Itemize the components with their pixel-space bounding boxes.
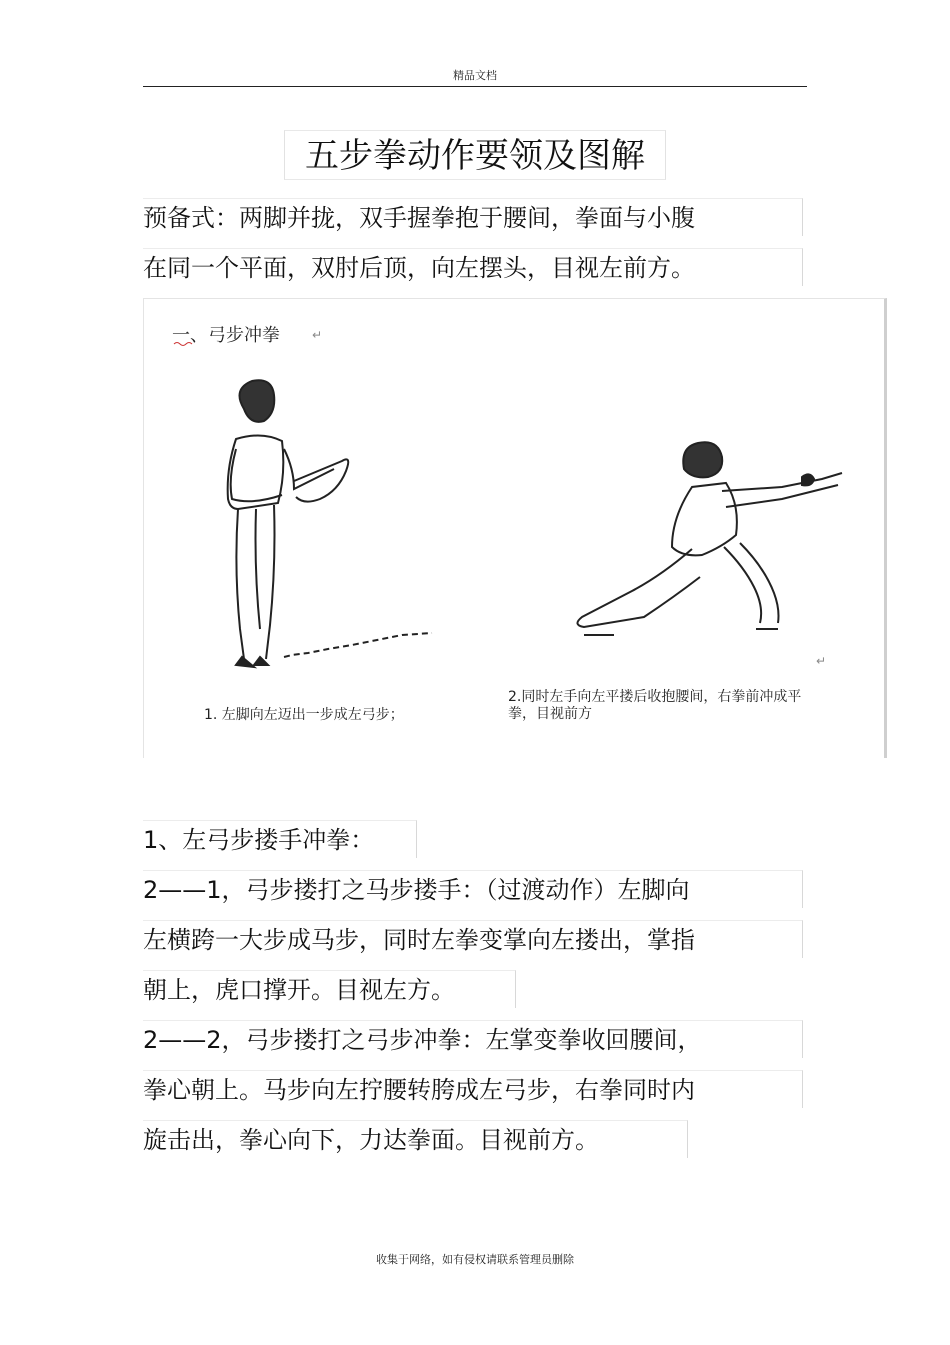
body-line-3: 朝上，虎口撑开。目视左方。 [143,970,516,1008]
intro-line-1: 预备式：两脚并拢，双手握拳抱于腰间，拳面与小腹 [143,198,803,236]
figure-heading: 一、弓步冲拳 [172,325,280,346]
svg-text:↵: ↵ [312,328,323,342]
body-line-1: 2——1，弓步搂打之马步搂手：（过渡动作）左脚向 [143,870,803,908]
page-header: 精品文档 [453,69,497,82]
figure-standing-person [228,380,432,667]
figure-caption-1: 1. 左脚向左迈出一步成左弓步； [204,707,404,723]
page-footer: 收集于网络，如有侵权请联系管理员删除 [376,1253,574,1266]
illustration-figure [143,298,887,758]
intro-line-2: 在同一个平面，双肘后顶，向左摆头，目视左前方。 [143,248,803,286]
document-title: 五步拳动作要领及图解 [284,130,666,180]
body-line-5: 拳心朝上。马步向左拧腰转胯成左弓步，右拳同时内 [143,1070,803,1108]
body-line-4: 2——2，弓步搂打之弓步冲拳：左掌变拳收回腰间， [143,1020,803,1058]
body-line-2: 左横跨一大步成马步，同时左拳变掌向左搂出，掌指 [143,920,803,958]
figure-caption-2-line-2: 拳，目视前方 [508,706,592,722]
svg-text:↵: ↵ [816,654,827,668]
section-heading: 1、左弓步搂手冲拳： [143,820,417,858]
figure-caption-2-line-1: 2.同时左手向左平搂后收抱腰间，右拳前冲成平 [508,689,802,705]
body-line-6: 旋击出，拳心向下，力达拳面。目视前方。 [143,1120,688,1158]
header-rule [143,86,807,87]
figure-bow-stance-person [577,442,842,635]
